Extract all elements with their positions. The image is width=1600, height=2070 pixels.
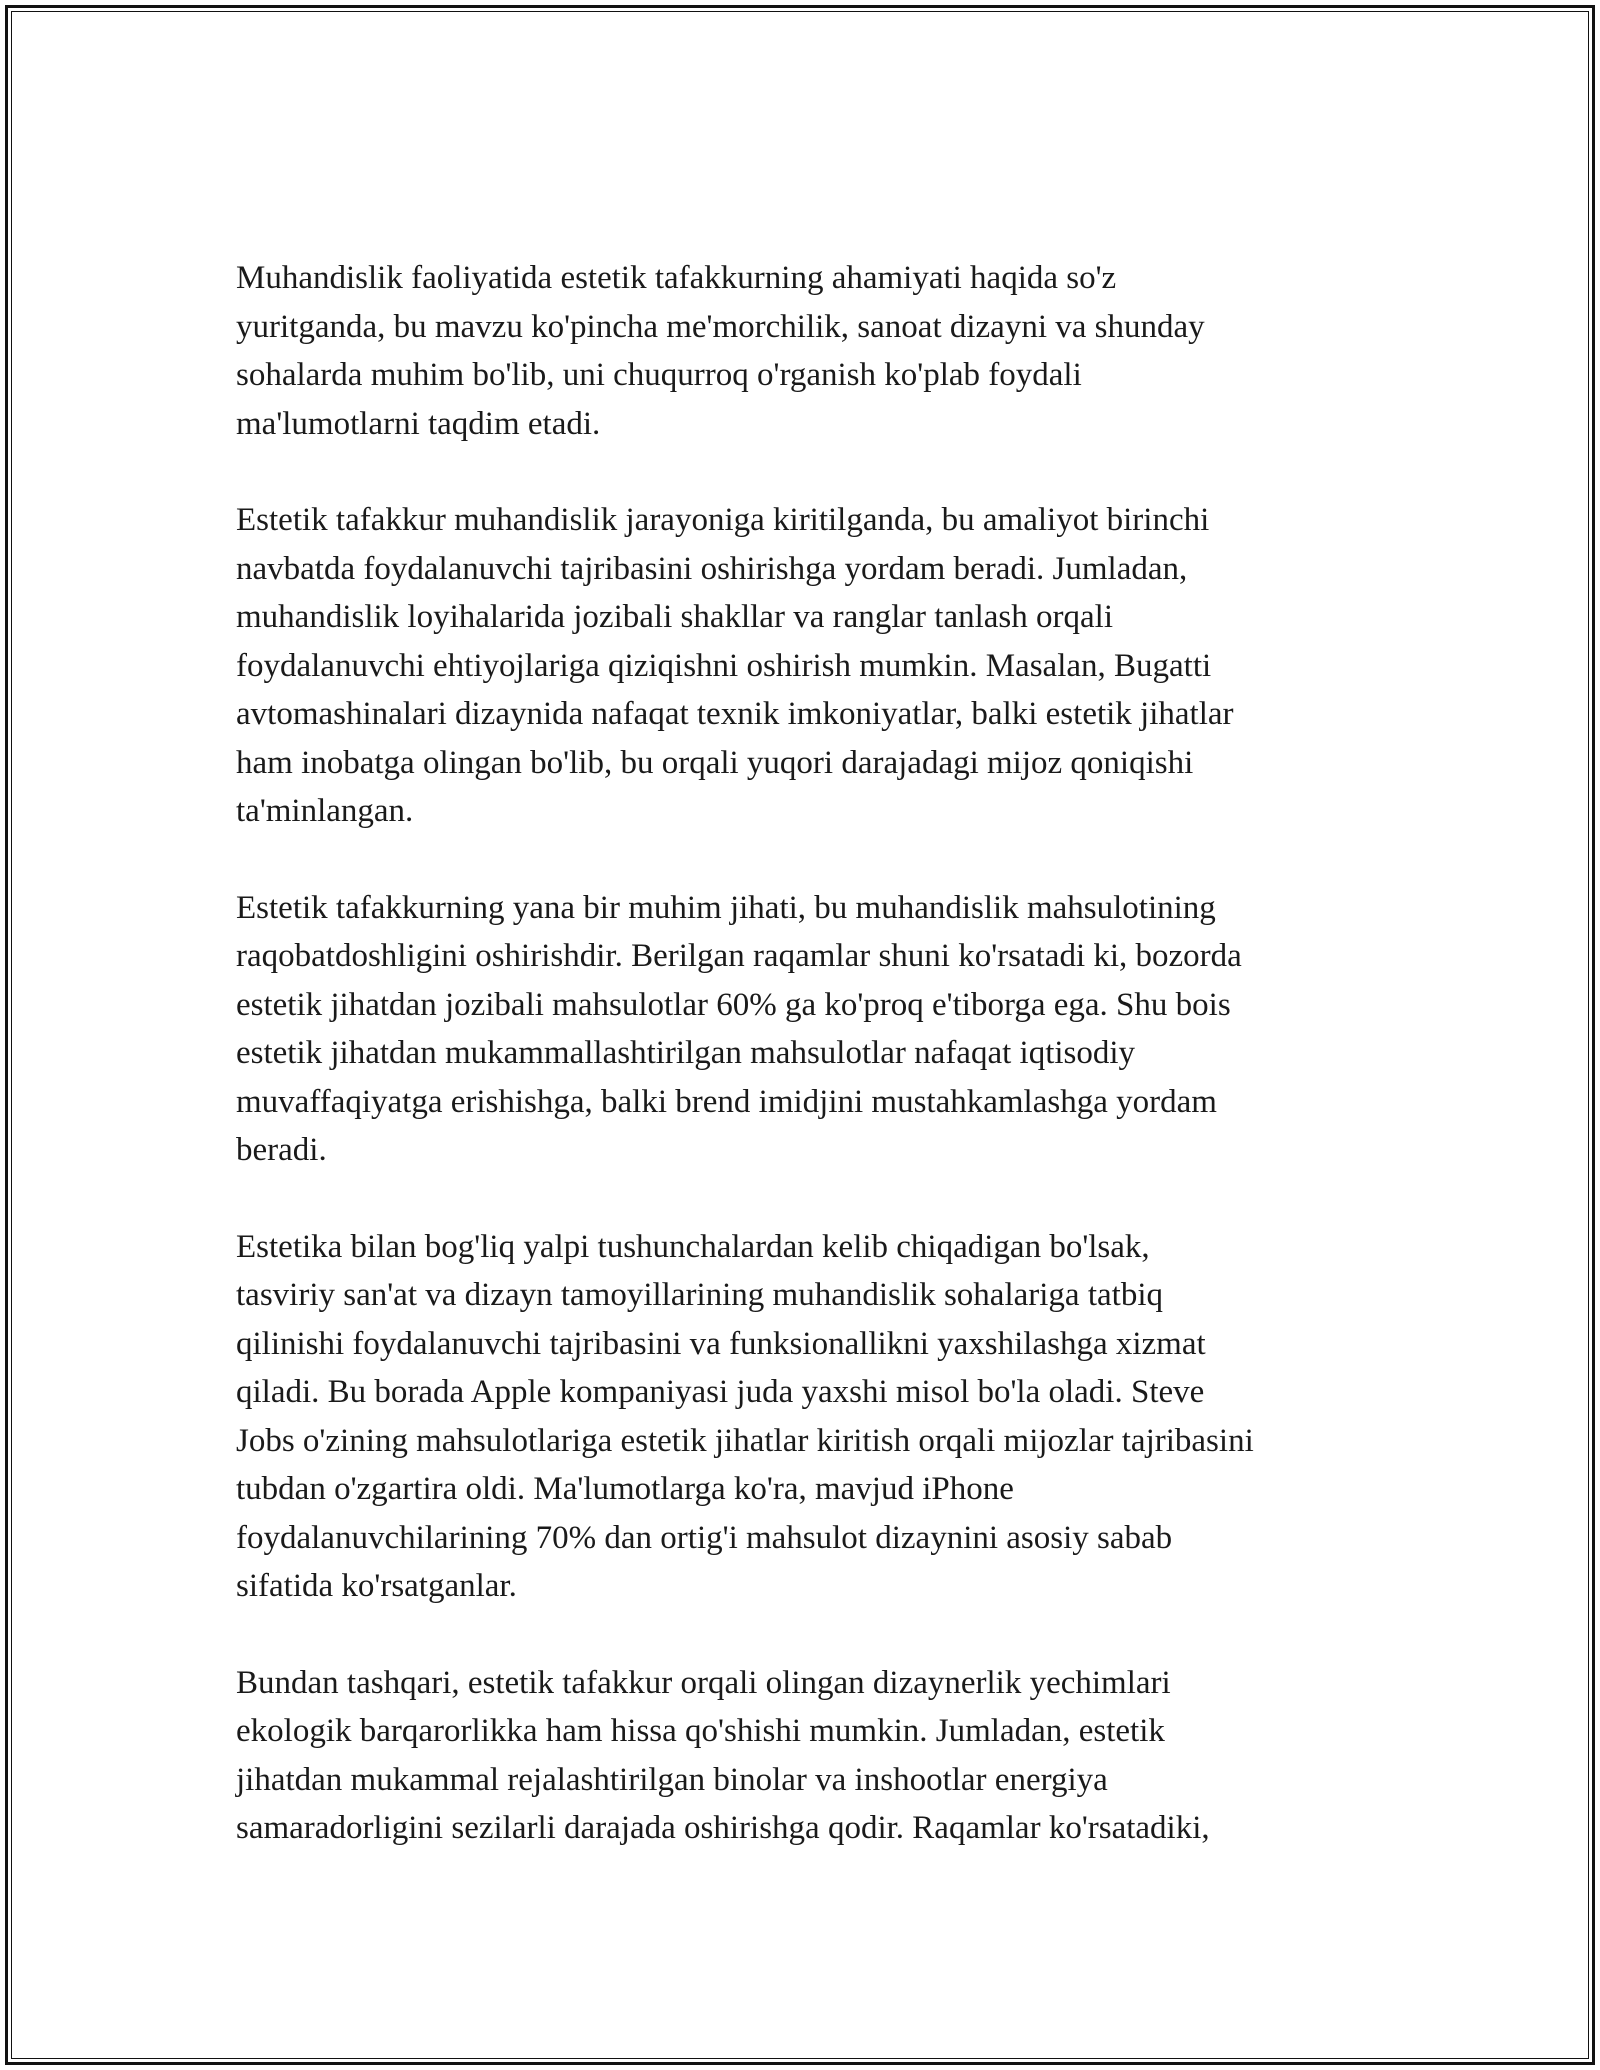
text-line: sifatida ko'rsatganlar. <box>236 1568 517 1604</box>
text-line: ma'lumotlarni taqdim etadi. <box>236 405 601 442</box>
text-line: estetik jihatdan jozibali mahsulotlar 60% ga ko'proq e'tiborga ega. Shu bois <box>236 986 1231 1023</box>
text-line: raqobatdoshligini oshirishdir. Berilgan raqamlar shuni ko'rsatadi ki, bozorda <box>236 938 1242 974</box>
text-line: qilinishi foydalanuvchi tajribasini va funksionallikni yaxshilashga xizmat <box>236 1325 1206 1362</box>
text-line: samaradorligini sezilarli darajada oshirishga qodir. Raqamlar ko'rsatadiki, <box>236 1810 1210 1846</box>
text-line: Estetik tafakkurning yana bir muhim jihati, bu muhandislik mahsulotining <box>236 889 1216 926</box>
text-line: Jobs o'zining mahsulotlariga estetik jihatlar kiritish orqali mijozlar tajribasini <box>236 1422 1254 1459</box>
text-line: yuritganda, bu mavzu ko'pincha me'morchilik, sanoat dizayni va shunday <box>236 308 1205 345</box>
paragraph-5 <box>236 1659 1376 1853</box>
paragraph-2 <box>236 496 1376 836</box>
text-line: foydalanuvchi ehtiyojlariga qiziqishni oshirish mumkin. Masalan, Bugatti <box>236 647 1212 684</box>
text-line: Estetik tafakkur muhandislik jarayoniga kiritilganda, bu amaliyot birinchi <box>236 502 1210 538</box>
text-line: qiladi. Bu borada Apple kompaniyasi juda yaxshi misol bo'la oladi. Steve <box>236 1374 1205 1410</box>
text-line: foydalanuvchilarining 70% dan ortig'i mahsulot dizaynini asosiy sabab <box>236 1519 1173 1556</box>
text-line: ekologik barqarorlikka ham hissa qo'shishi mumkin. Jumladan, estetik <box>236 1713 1165 1749</box>
text-line: avtomashinalari dizaynida nafaqat texnik imkoniyatlar, balki estetik jihatlar <box>236 696 1234 732</box>
text-line: Estetika bilan bog'liq yalpi tushunchalardan kelib chiqadigan bo'lsak, <box>236 1228 1150 1265</box>
text-line: jihatdan mukammal rejalashtirilgan binolar va inshootlar energiya <box>236 1761 1108 1798</box>
text-line: Bundan tashqari, estetik tafakkur orqali olingan dizaynerlik yechimlari <box>236 1664 1171 1701</box>
text-line: ta'minlangan. <box>236 793 414 829</box>
text-line: tubdan o'zgartira oldi. Ma'lumotlarga ko'ra, mavjud iPhone <box>236 1471 1014 1507</box>
text-line: ham inobatga olingan bo'lib, bu orqali yuqori darajadagi mijoz qoniqishi <box>236 744 1194 781</box>
text-line: muvaffaqiyatga erishishga, balki brend imidjini mustahkamlashga yordam <box>236 1083 1217 1120</box>
text-line: beradi. <box>236 1132 327 1168</box>
text-line: Muhandislik faoliyatida estetik tafakkurning ahamiyati haqida so'z <box>236 260 1117 296</box>
text-line: estetik jihatdan mukammallashtirilgan mahsulotlar nafaqat iqtisodiy <box>236 1035 1136 1071</box>
text-line: navbatda foydalanuvchi tajribasini oshirishga yordam beradi. Jumladan, <box>236 550 1188 587</box>
paragraph-3 <box>236 884 1376 1175</box>
paragraph-4 <box>236 1223 1376 1611</box>
document-body <box>236 254 1376 1901</box>
text-line: sohalarda muhim bo'lib, uni chuqurroq o'rganish ko'plab foydali <box>236 357 1082 393</box>
paragraph-1 <box>236 254 1376 448</box>
text-line: tasviriy san'at va dizayn tamoyillarining muhandislik sohalariga tatbiq <box>236 1277 1163 1313</box>
text-line: muhandislik loyihalarida jozibali shakllar va ranglar tanlash orqali <box>236 599 1113 635</box>
